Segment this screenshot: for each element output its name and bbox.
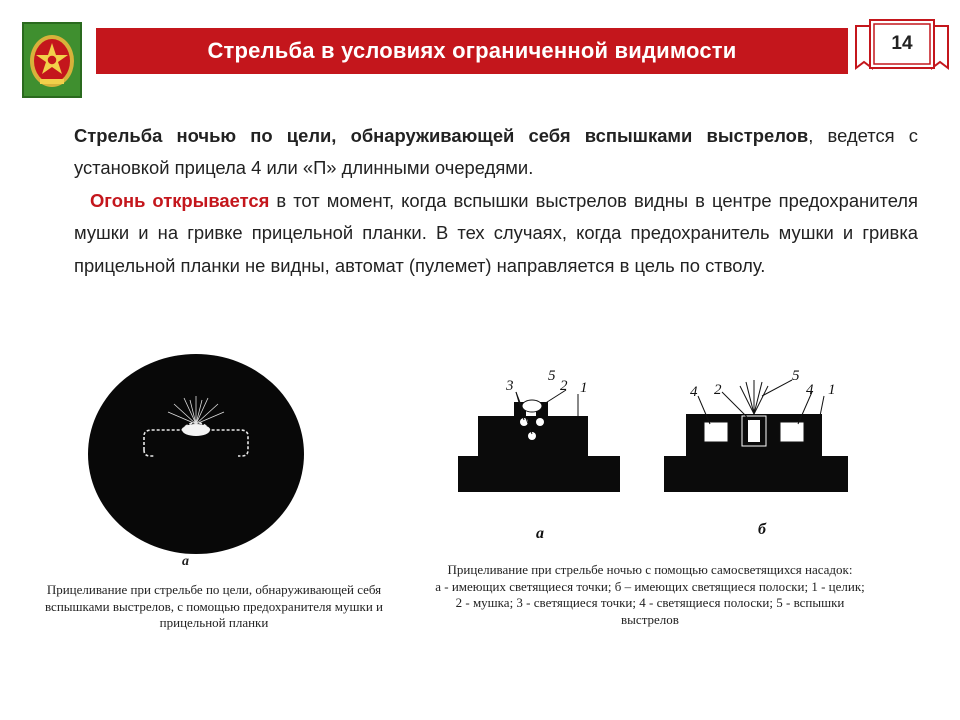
- figure-left: [86, 352, 306, 567]
- paragraph-1: [74, 120, 918, 185]
- page-title: Стрельба в условиях ограниченной видимости: [207, 38, 737, 63]
- label-b-5: 5: [792, 368, 800, 384]
- figure-right: [428, 352, 868, 552]
- paragraph-2-highlight: Огонь открывается: [90, 189, 270, 211]
- paragraph-1-rest: , ведется с установкой прицела 4 или «П» длинными очередями.: [74, 125, 918, 179]
- luminous-sight-illustration: [428, 352, 868, 552]
- label-b-1: 1: [828, 382, 836, 398]
- caption-right-line-2: а - имеющих светящиеся точки; б – имеющих светящиеся полоски; 1 - целик; 2 - мушка; 3 - светящиеся точки; 4 - светящиеся полоски; 5 - вспышки выстрелов: [435, 578, 865, 627]
- label-a-1: 1: [580, 380, 588, 396]
- label-b-4-right: 4: [806, 382, 814, 398]
- label-a-3: 3: [506, 378, 514, 394]
- page-number-badge: [854, 18, 950, 76]
- label-b-4-left: 4: [690, 384, 698, 400]
- body-text: [74, 120, 918, 282]
- figure-right-letter-a: а: [536, 525, 544, 542]
- caption-right: [432, 562, 868, 628]
- paragraph-2: [74, 185, 918, 282]
- title-bar: [96, 28, 848, 74]
- emblem-logo: [22, 22, 82, 98]
- caption-right-line-1: Прицеливание при стрельбе ночью с помощью самосветящихся насадок:: [447, 562, 853, 577]
- label-b-2: 2: [714, 382, 722, 398]
- star-emblem-icon: [26, 27, 78, 93]
- label-a-5: 5: [548, 368, 556, 384]
- page-number: 14: [891, 33, 913, 54]
- figure-right-letter-b: б: [758, 521, 766, 538]
- paragraph-2-rest: в тот момент, когда вспышки выстрелов видны в центре предохранителя мушки и на гривке прицельной планки. В тех случаях, когда предохранитель мушки и гривка прицельной планки не видны, автомат (пулемет) направляется в цель по стволу.: [74, 189, 919, 276]
- paragraph-1-bold: Стрельба ночью по цели, обнаруживающей себя вспышками выстрелов: [74, 125, 809, 146]
- label-a-2: 2: [560, 378, 568, 394]
- night-sight-illustration: [86, 352, 306, 567]
- figure-left-letter: а: [182, 554, 189, 567]
- caption-left: Прицеливание при стрельбе по цели, обнаруживающей себя вспышками выстрелов, с помощью предохранителя мушки и прицельной планки: [44, 582, 383, 630]
